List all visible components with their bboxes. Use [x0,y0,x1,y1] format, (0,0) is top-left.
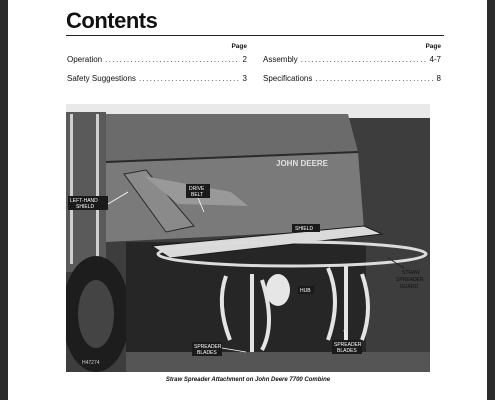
toc-entry-operation[interactable] [67,55,247,74]
straw-spreader-guard-label-line1: STRAW [402,270,420,276]
left-hand-shield-label-line1: LEFT-HAND [70,198,98,204]
toc-entry-page: 3 [242,74,247,83]
leader-dots [139,74,240,83]
page-column-heading: Page [425,43,441,50]
toc-entry-specifications[interactable] [263,74,441,93]
drive-belt-label-line2: BELT [191,192,204,198]
toc-entry-page: 2 [242,55,247,64]
toc-entry-page: 4-7 [429,55,441,64]
toc-entry-label: Safety Suggestions [67,74,136,83]
spreader-hub [266,274,290,306]
leader-dots [301,55,427,64]
spreader-blades-left-label-line1: SPREADER [194,344,222,350]
toc-entry-page: 8 [436,74,441,83]
spreader-blades-right-label-line1: SPREADER [334,342,362,348]
combine-photo [66,104,430,372]
toc-column-left [67,43,247,93]
spreader-blades-left-label-line2: BLADES [197,350,217,356]
toc-entry-assembly[interactable] [263,55,441,74]
toc-entry-safety-suggestions[interactable] [67,74,247,93]
right-scan-edge [487,0,495,400]
drive-belt-label-line1: DRIVE [189,186,205,192]
toc-entry-label: Operation [67,55,103,64]
page-title: Contents [66,8,158,33]
brand-lettering: JOHN DEERE [276,159,329,168]
leader-dots [105,55,239,64]
toc-entry-label: Assembly [263,55,298,64]
photo-caption: Straw Spreader Attachment on John Deere 7700 Combine [165,377,331,383]
spreader-blades-right-label-line2: BLADES [337,348,357,354]
toc-entry-label: Specifications [263,74,313,83]
hub-label: HUB [300,288,311,294]
straw-spreader-guard-label-line2: SPREADER [396,277,424,283]
straw-spreader-guard-label-line3: GUARD [400,284,419,290]
leader-dots [315,74,433,83]
left-hand-shield-label-line2: SHIELD [76,204,95,210]
shield-label: SHIELD [295,226,314,232]
toc-column-right [263,43,441,93]
title-rule [66,35,444,36]
photo-code: H47274 [82,360,100,366]
page-column-heading: Page [231,43,247,50]
left-scan-edge [0,0,8,400]
